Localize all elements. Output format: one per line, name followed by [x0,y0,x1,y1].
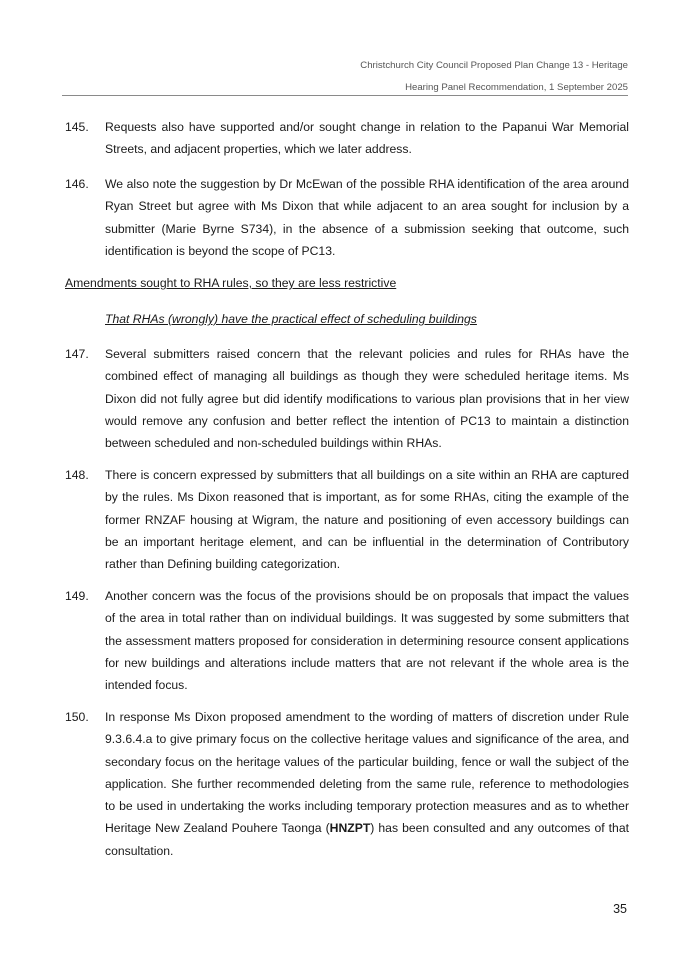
paragraph-text: Requests also have supported and/or sought change in relation to the Papanui War Memorial Streets, and adjacent properties, which we later address. [105,120,629,157]
paragraph-number: 146. [65,177,89,191]
page-header [360,55,628,99]
paragraph-147 [65,343,629,454]
paragraph-text: Several submitters raised concern that the relevant policies and rules for RHAs have the combined effect of managing all buildings as though they were scheduled heritage items. Ms Dixon did not fully agree but did identify modifications to various plan provisions that in her view would remove any confusion and better reflect the intention of PC13 to maintain a distinction between scheduled and non-scheduled buildings within RHAs. [105,347,629,451]
paragraph-text: There is concern expressed by submitters that all buildings on a site within an RHA are captured by the rules. Ms Dixon reasoned that is important, as for some RHAs, citing the example of the former RNZAF housing at Wigram, the nature and positioning of even accessory buildings can be an important heritage element, and can be influential in the determination of Contributory rather than Defining building categorization. [105,468,629,572]
header-title: Christchurch City Council Proposed Plan Change 13 - Heritage [360,60,628,71]
paragraph-146 [65,173,629,262]
paragraph-150 [65,706,629,862]
paragraph-number: 145. [65,120,89,134]
paragraph-145 [65,116,629,161]
paragraph-number: 149. [65,589,89,603]
paragraph-number: 150. [65,710,89,724]
text-segment: In response Ms Dixon proposed amendment to the wording of matters of discretion under Rule 9.3.6.4.a to give primary focus on the collective heritage values and significance of the area, and secondary focus on the heritage values of the particular building, fence or wall the subject of the application. She further recommended deleting from the same rule, reference to methodologies to be used in undertaking the works including temporary protection measures and as to whether Heritage New Zealand Pouhere Taonga ( [105,710,629,836]
paragraph-number: 148. [65,468,89,482]
sub-heading: That RHAs (wrongly) have the practical effect of scheduling buildings [105,312,477,326]
header-divider [62,95,628,96]
paragraph-number: 147. [65,347,89,361]
paragraph-text [105,706,629,862]
header-subtitle: Hearing Panel Recommendation, 1 September 2025 [405,82,628,93]
paragraph-149 [65,585,629,696]
page-number: 35 [613,902,627,916]
paragraph-text: We also note the suggestion by Dr McEwan of the possible RHA identification of the area around Ryan Street but agree with Ms Dixon that while adjacent to an area sought for inclusion by a submitter (Marie Byrne S734), in the absence of a submission seeking that outcome, such identification is beyond the scope of PC13. [105,177,629,258]
paragraph-text: Another concern was the focus of the provisions should be on proposals that impact the values of the area in total rather than on individual buildings. It was suggested by some submitters that the assessment matters proposed for consideration in determining resource consent applications for new buildings and alterations include matters that are not relevant if the whole area is the intended focus. [105,589,629,693]
section-heading: Amendments sought to RHA rules, so they are less restrictive [65,276,397,290]
bold-abbreviation: HNZPT [329,821,371,836]
paragraph-148 [65,464,629,575]
text-segment: ) has been consulted and any outcomes of that consultation. [105,821,629,858]
